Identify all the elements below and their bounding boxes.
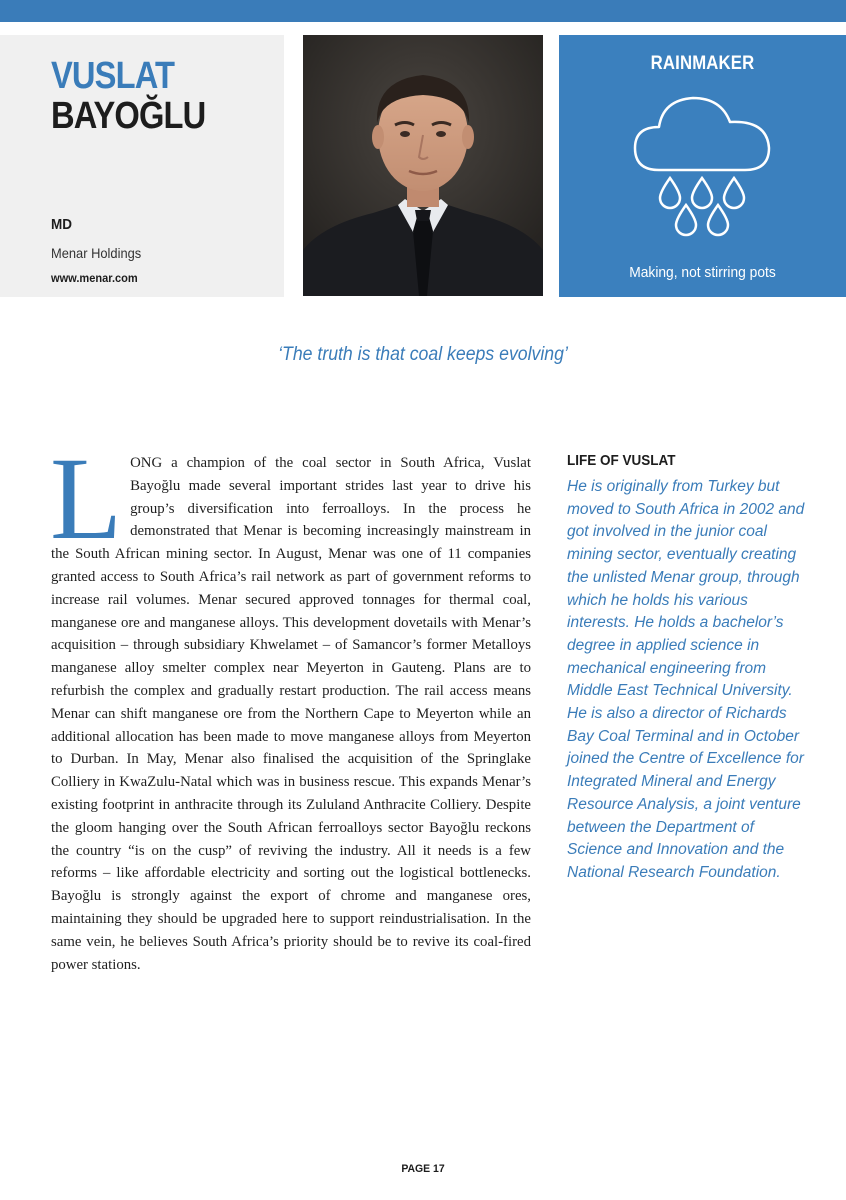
article-text: ONG a champion of the coal sector in South Africa, Vuslat Bayoğlu made several important strides last year to drive his group’s diversification into ferroalloys. In the process he demonstrated that Menar is becoming increasingly mainstream in the South African mining sector. In August, Menar was one of 11 companies granted access to South Africa’s rail network as part of government reforms to increase rail volumes. Menar secured approved tonnages for thermal coal, manganese ore and manganese alloys. This development dovetails with Menar’s acquisition – through subsidiary Khwelamet – of Samancor’s former Metalloys manganese alloy smelter complex near Meyerton in Gauteng. Plans are to refurbish the complex and gradually restart production. The rail access means Menar can shift manganese ore from the Northern Cape to Meyerton while an additional allocation has been made to move manganese alloys from Meyerton to Durban. In May, Menar also finalised the acquisition of the Springlake Colliery in KwaZulu-Natal which was in business rescue. This expands Menar’s existing footprint in anthracite through its Zululand Anthracite Colliery. Despite the gloom hanging over the South African ferroalloys sector Bayoğlu reckons the country “is on the cusp” of reviving the industry. All it needs is a few reforms – like affordable electricity and sorting out the logistical bottlenecks. Bayoğlu is strongly against the export of chrome and manganese ores, maintaining they should be upgraded here to support reindustrialisation. In the same vein, he believes South Africa’s priority should be to revive its coal-fired power stations. (51, 455, 531, 973)
award-title: RAINMAKER (650, 53, 755, 74)
profile-panel (0, 35, 284, 297)
job-title: MD (51, 216, 72, 233)
award-tagline: Making, not stirring pots (629, 264, 776, 281)
portrait-photo (303, 35, 543, 296)
company-website[interactable]: www.menar.com (51, 271, 138, 285)
article-body (50, 433, 531, 976)
sidebar-text: He is originally from Turkey but moved to South Africa in 2002 and got involved in the junior coal mining sector, eventually creating the unlisted Menar group, through which he holds his various interests. He holds a bachelor’s degree in applied science in mechanical engineering from Middle East Technical University. He is also a director of Richards Bay Coal Terminal and in October joined the Centre of Excellence for Integrated Mineral and Energy Resource Analysis, a joint venture between the Department of Science and Innovation and the National Research Foundation. (567, 478, 805, 881)
page-number: PAGE 17 (401, 1163, 445, 1175)
top-accent-bar (0, 0, 846, 22)
biography-sidebar (567, 452, 807, 885)
company-name: Menar Holdings (51, 245, 142, 261)
drop-cap: L (50, 433, 123, 564)
award-panel (559, 35, 846, 297)
pull-quote: ‘The truth is that coal keeps evolving’ (278, 344, 568, 365)
sidebar-title: LIFE OF VUSLAT (567, 452, 676, 469)
portrait-illustration (303, 35, 543, 296)
last-name: BAYOĞLU (51, 95, 206, 137)
first-name: VUSLAT (51, 55, 175, 97)
rain-cloud-icon (629, 90, 775, 240)
